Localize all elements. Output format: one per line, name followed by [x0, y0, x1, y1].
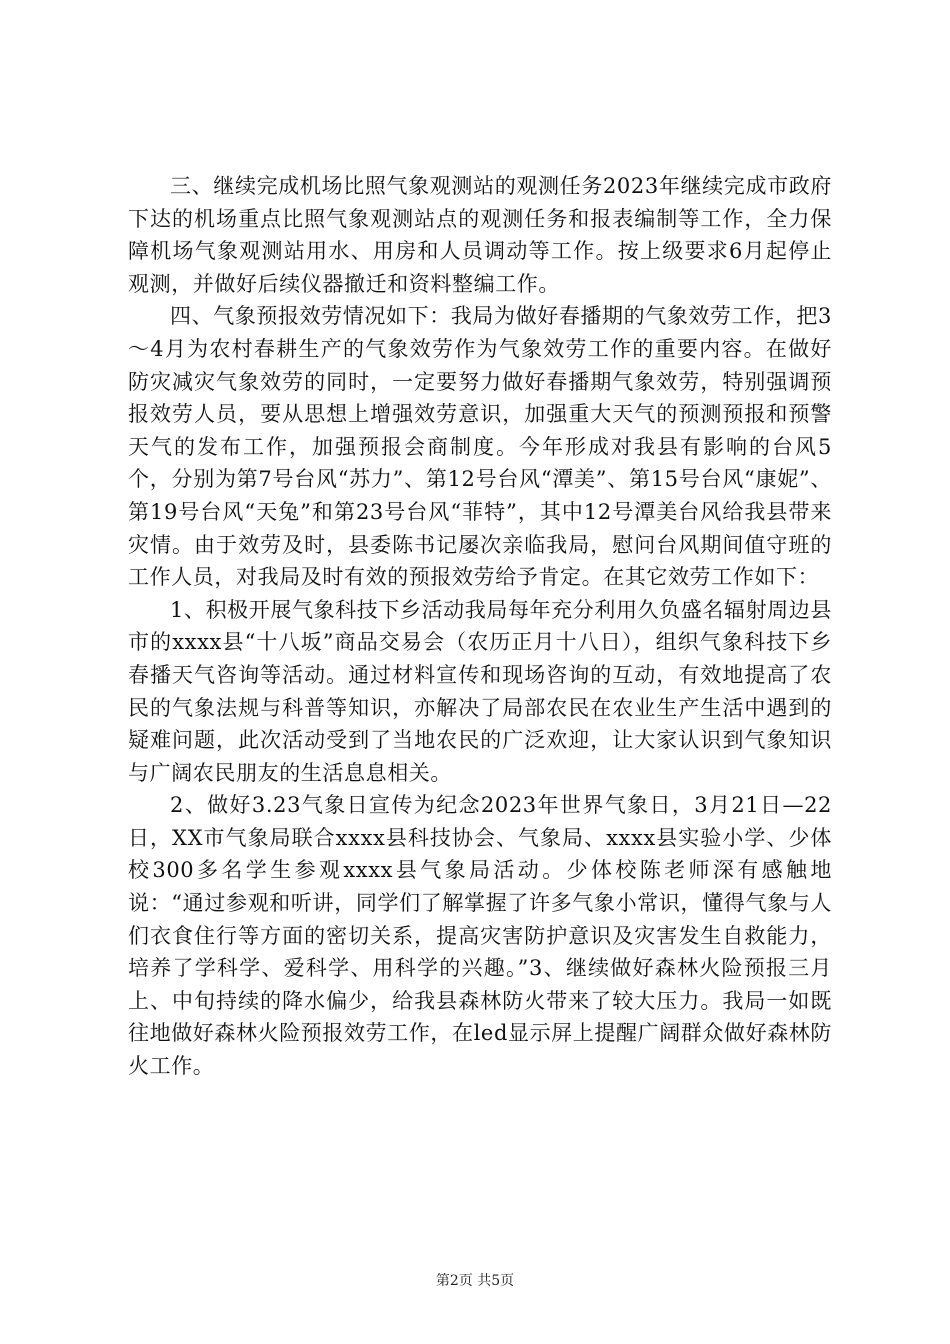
paragraph-forecast-service: 四、气象预报效劳情况如下：我局为做好春播期的气象效劳工作，把3～4月为农村春耕生产的气象效劳作为气象效劳工作的重要内容。在做好防灾减灾气象效劳的同时，一定要努力做好春播期气象效劳，特别强调预报效劳人员，要从思想上增强效劳意识，加强重大天气的预测预报和预警天气的发布工作，加强预报会商制度。今年形成对我县有影响的台风5个，分别为第7号台风“苏力”、第12号台风“潭美”、第15号台风“康妮”、第19号台风“天兔”和第23号台风“菲特”，其中12号潭美台风给我县带来灾情。由于效劳及时，县委陈书记屡次亲临我局，慰问台风期间值守班的工作人员，对我局及时有效的预报效劳给予肯定。在其它效劳工作如下：: [128, 304, 832, 590]
page-footer: 第2页 共5页: [435, 1273, 515, 1289]
paragraph-tech-outreach: 1、积极开展气象科技下乡活动我局每年充分利用久负盛名辐射周边县市的xxxx县“十八坂”商品交易会（农历正月十八日），组织气象科技下乡春播天气咨询等活动。通过材料宣传和现场咨询的互动，有效地提高了农民的气象法规与科普等知识，亦解决了局部农民在农业生产生活中遇到的疑难问题，此次活动受到了当地农民的广泛欢迎，让大家认识到气象知识与广阔农民朋友的生活息息相关。: [128, 597, 832, 785]
paragraph-observation-task: 三、继续完成机场比照气象观测站的观测任务2023年继续完成市政府下达的机场重点比照气象观测站点的观测任务和报表编制等工作，全力保障机场气象观测站用水、用房和人员调动等工作。按上级要求6月起停止观测，并做好后续仪器撤迁和资料整编工作。: [128, 174, 832, 296]
document-body: [128, 170, 832, 1083]
paragraph-meteorological-day: 2、做好3.23气象日宣传为纪念2023年世界气象日，3月21日—22日，XX市气象局联合xxxx县科技协会、气象局、xxxx县实验小学、少体校300多名学生参观xxxx县气象局活动。少体校陈老师深有感触地说：“通过参观和听讲，同学们了解掌握了许多气象小常识，懂得气象与人们衣食住行等方面的密切关系，提高灾害防护意识及灾害发生自救能力，培养了学科学、爱科学、用科学的兴趣。”3、继续做好森林火险预报三月上、中旬持续的降水偏少，给我县森林防火带来了较大压力。我局一如既往地做好森林火险预报效劳工作，在led显示屏上提醒广阔群众做好森林防火工作。: [128, 793, 832, 1079]
